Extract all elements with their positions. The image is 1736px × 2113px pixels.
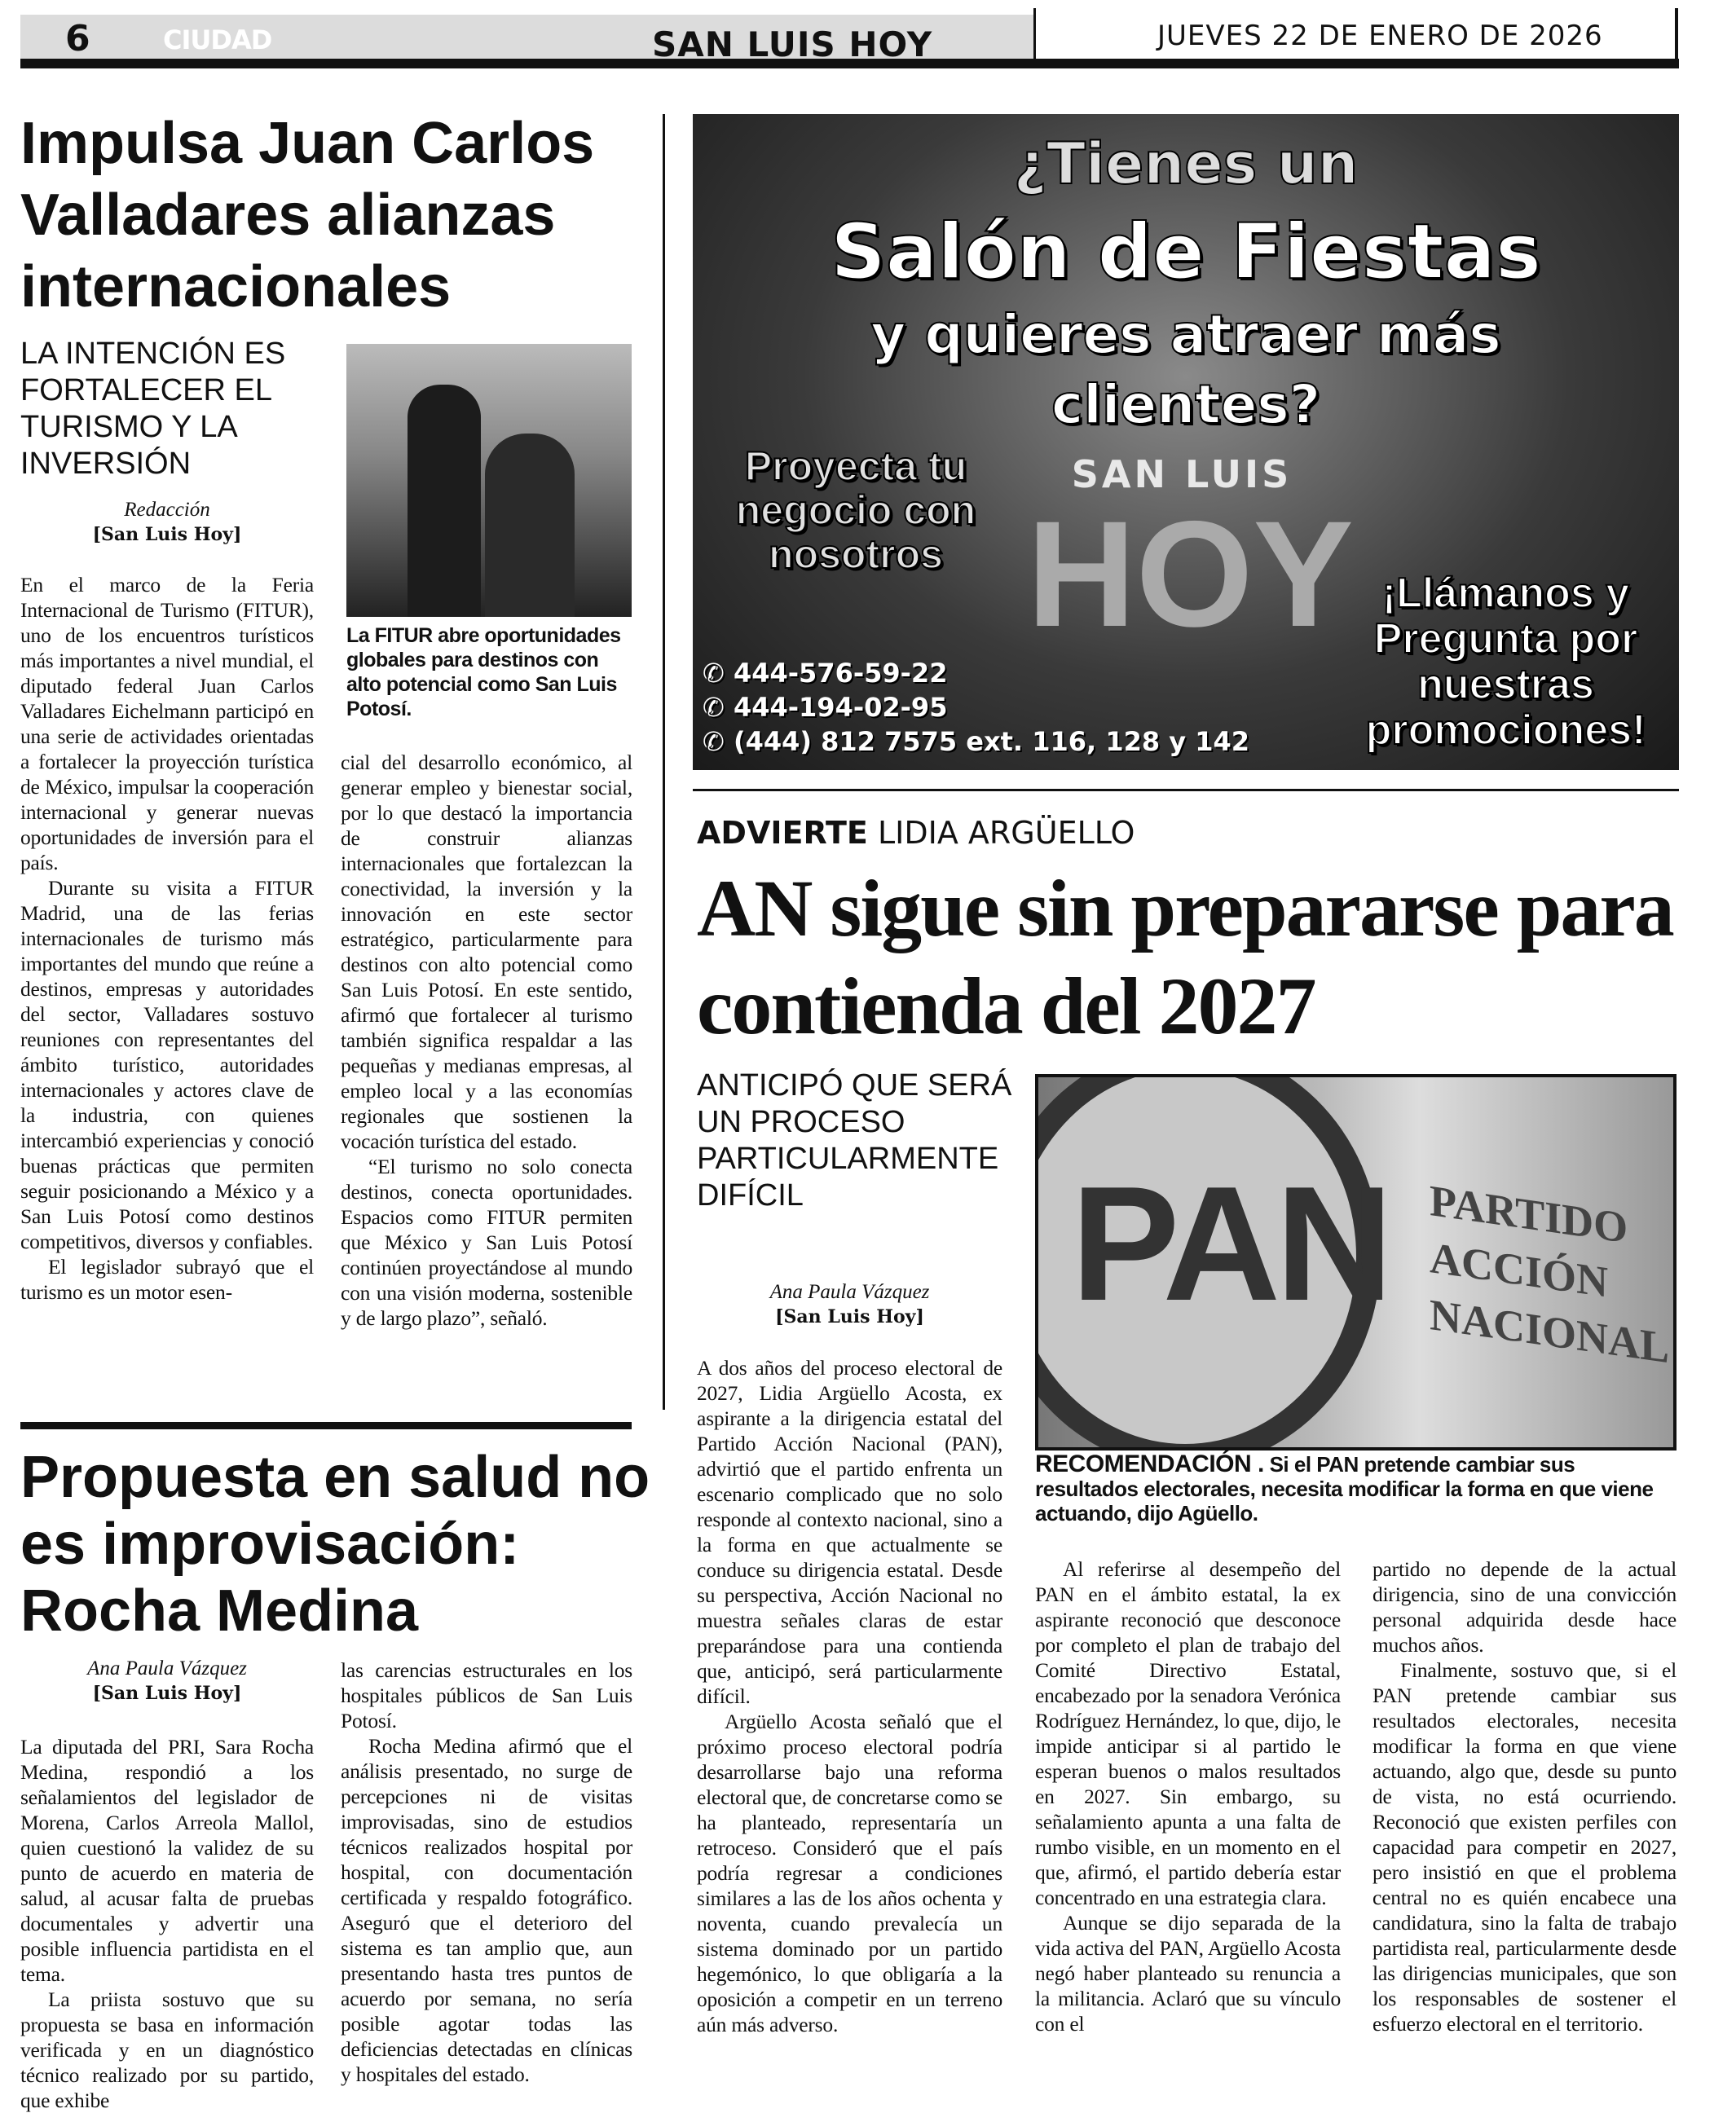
phone-icon: ✆	[703, 726, 734, 757]
author: Ana Paula Vázquez	[769, 1281, 930, 1303]
ad-line-1: ¿Tienes un	[1013, 130, 1359, 197]
paragraph: cial del desarrollo económico, al generar empleo y bienestar social, por lo que destacó la importancia de construir alianzas internacionales que fortalezcan la conectividad, la inversión y la innovación en este sector estratégico, particularmente para destinos con alto potencial como San Luis Potosí. En este sentido, afirmó que fortalecer al turismo también significa respaldar a las pequeñas y medianas empresas, al empleo local y a las economías regionales que sostienen la vocación turística del estado.	[341, 751, 632, 1153]
article3-column-3	[1372, 1556, 1677, 2036]
ad-left-text: Proyecta tu negocio con nosotros	[735, 443, 976, 577]
paragraph: El legislador subrayó que el turismo es un motor esen-	[20, 1255, 314, 1304]
ad-line-4: clientes?	[1051, 373, 1320, 436]
paragraph: Al referirse al desempeño del PAN en el ámbito estatal, la ex aspirante reconoció que desconoce por completo el plan de trabajo del Comité Directivo Estatal, encabezado por la senadora Verónica Rodríguez Hernández, lo que, dijo, le impide anticipar si al partido le esperan buenos o malos resultados en 2027. Sin embargo, su señalamiento apunta a una falta de rumbo visible, en un momento en el que, afirmó, el partido debería estar concentrado en una estrategia clara.	[1035, 1557, 1341, 1909]
article1-subtitle: LA INTENCIÓN ES FORTALECER EL TURISMO Y LA INVERSIÓN	[20, 337, 286, 481]
article1-byline	[20, 497, 314, 548]
header-divider-right	[1675, 8, 1678, 62]
person-silhouette	[408, 385, 481, 617]
article3-subtitle: ANTICIPÓ QUE SERÁ UN PROCESO PARTICULARMENTE DIFÍCIL	[697, 1068, 1012, 1213]
article3-byline	[697, 1279, 1002, 1330]
article2-column-2	[341, 1657, 632, 2087]
outlet: [San Luis Hoy]	[92, 524, 242, 545]
article1-title: Impulsa Juan Carlos Valladares alianzas internacionales	[20, 111, 595, 319]
ad-line-3: y quieres atraer más	[870, 303, 1501, 366]
article2-byline	[20, 1656, 314, 1706]
sign-text: PARTIDO ACCIÓN NACIONAL	[1430, 1175, 1670, 1373]
outlet: [San Luis Hoy]	[775, 1306, 924, 1327]
author: Ana Paula Vázquez	[87, 1657, 247, 1679]
paragraph: La diputada del PRI, Sara Rocha Medina, respondió a los señalamientos del legislador de Morena, Carlos Arreola Mallol, quien cuestionó la validez de su punto de acuerdo en materia de salud, al acusar falta de pruebas documentales y advertir una posible influencia partidista en el tema.	[20, 1735, 314, 1986]
header-divider	[1033, 8, 1036, 62]
article3-column-1	[697, 1355, 1002, 2037]
advertisement[interactable]	[693, 114, 1679, 770]
paragraph: Durante su visita a FITUR Madrid, una de las ferias internacionales de turismo más importantes del mundo que reúne a destinos, empresas y autoridades del sector, Valladares sostuvo reuniones con representantes del ámbito turístico, autoridades internacionales y actores clave de la industria, con quienes intercambió experiencias y conoció buenas prácticas que permiten seguir posicionando a México y a San Luis Potosí como destinos competitivos, diversos y confiables.	[20, 876, 314, 1253]
paragraph: A dos años del proceso electoral de 2027, Lidia Argüello Acosta, ex aspirante a la dirigencia estatal del Partido Acción Nacional (PAN), advirtió que el partido enfrenta un escenario complicado que no solo responde al contexto nacional, sino a la forma en que actualmente se conduce su dirigencia estatal. Desde su perspectiva, Acción Nacional no muestra señales claras de estar preparándose para una contienda que, anticipó, será particularmente difícil.	[697, 1356, 1002, 1708]
ad-brand-top: SAN LUIS	[1071, 452, 1293, 496]
phone-3[interactable]: ✆ (444) 812 7575 ext. 116, 128 y 142	[703, 726, 1250, 757]
article3-caption	[1035, 1452, 1679, 1525]
column-divider	[663, 114, 665, 1410]
paragraph: La priista sostuvo que su propuesta se basa en información verificada y en un diagnóstico técnico realizado por su partido, que exhibe	[20, 1988, 314, 2112]
person-silhouette	[485, 434, 575, 617]
issue-date: JUEVES 22 DE ENERO DE 2026	[1157, 20, 1603, 52]
section-divider	[20, 1422, 632, 1429]
author: Redacción	[124, 499, 210, 521]
paragraph: “El turismo no solo conecta destinos, conecta oportunidades. Espacios como FITUR permiten que México y San Luis Potosí continúen proyectándose al mundo con una visión moderna, sostenible y de largo plazo”, señaló.	[341, 1155, 632, 1330]
paragraph: Rocha Medina afirmó que el análisis presentado, no surge de percepciones ni de visitas improvisadas, sino de estudios técnicos realizados hospital por hospital, con documentación certificada y respaldo fotográfico. Aseguró que el deterioro del sistema es tan amplio que, aun presentando hasta tres puntos de acuerdo por semana, no sería posible agotar todas las deficiencias detectadas en clínicas y hospitales del estado.	[341, 1734, 632, 2086]
article1-photo	[346, 344, 632, 617]
article1-column-2	[341, 750, 632, 1331]
section-name: CIUDAD	[163, 24, 272, 55]
pan-logo-text: PAN	[1071, 1153, 1389, 1335]
article3-column-2	[1035, 1556, 1341, 2036]
ad-phones	[703, 656, 1249, 759]
outlet: [San Luis Hoy]	[92, 1683, 242, 1704]
phone-icon: ✆	[703, 658, 734, 689]
article3-photo	[1035, 1074, 1677, 1450]
paragraph: las carencias estructurales en los hospitales públicos de San Luis Potosí.	[341, 1658, 632, 1732]
kicker-name: LIDIA ARGÜELLO	[877, 815, 1135, 851]
paragraph: partido no depende de la actual dirigencia, sino de una convicción personal adquirida desde hace muchos años.	[1372, 1557, 1677, 1657]
ad-brand-logo: HOY	[1027, 491, 1354, 658]
article1-caption: La FITUR abre oportunidades globales para destinos con alto potencial como San Luis Potosí.	[346, 624, 621, 720]
paragraph: Finalmente, sostuvo que, si el PAN pretende cambiar sus resultados electorales, necesita modificar la forma en que viene actuando, algo que, desde su punto de vista, no está ocurriendo. Reconoció que existen perfiles con capacidad para competir en 2027, pero insistió en que el problema central no es quién encabece una candidatura, sino la falta de trabajo partidista real, particularmente desde las dirigencias municipales, que son los responsables de sostener el esfuerzo electoral en el territorio.	[1372, 1658, 1677, 2036]
ad-line-2: Salón de Fiestas	[831, 208, 1541, 297]
caption-text: Si el PAN pretende cambiar sus resultados electorales, necesita modificar la forma en que viene actuando, dijo Agüello.	[1035, 1452, 1654, 1525]
article1-column-1	[20, 572, 314, 1305]
article3-title: AN sigue sin prepararse para contienda del 2027	[697, 863, 1673, 1051]
caption-label: RECOMENDACIÓN .	[1035, 1450, 1264, 1477]
ad-right-text: ¡Llámanos y Pregunta por nuestras promociones!	[1365, 570, 1646, 754]
paragraph: Argüello Acosta señaló que el próximo proceso electoral podría desarrollarse bajo una reforma electoral que, de concretarse como se ha planteado, representaría un retroceso. Consideró que el país podría regresar a condiciones similares a las de los años ochenta y noventa, cuando prevalecía un sistema dominado por un partido hegemónico, lo que obligaría a la oposición a competir en un terreno aún más adverso.	[697, 1710, 1002, 2036]
paragraph: En el marco de la Feria Internacional de Turismo (FITUR), uno de los encuentros turísticos más importantes a nivel mundial, el diputado federal Juan Carlos Valladares Eichelmann participó en una serie de actividades orientadas a fortalecer la proyección turística de México, impulsar la cooperación internacional y generar nuevas oportunidades de inversión para el país.	[20, 573, 314, 874]
masthead: SAN LUIS HOY	[652, 24, 933, 64]
phone-icon: ✆	[703, 692, 734, 723]
kicker-bold: ADVIERTE	[697, 815, 868, 851]
section-divider	[693, 789, 1679, 791]
phone-2[interactable]: ✆ 444-194-02-95	[703, 692, 948, 723]
article2-column-1	[20, 1734, 314, 2113]
paragraph: Aunque se dijo separada de la vida activa del PAN, Argüello Acosta negó haber planteado su renuncia a la militancia. Aclaró que su vínculo con el	[1035, 1911, 1341, 2036]
article2-title: Propuesta en salud no es improvisación: Rocha Medina	[20, 1445, 650, 1644]
page-number: 6	[65, 18, 90, 59]
article3-kicker	[697, 815, 1135, 851]
phone-1[interactable]: ✆ 444-576-59-22	[703, 658, 948, 689]
